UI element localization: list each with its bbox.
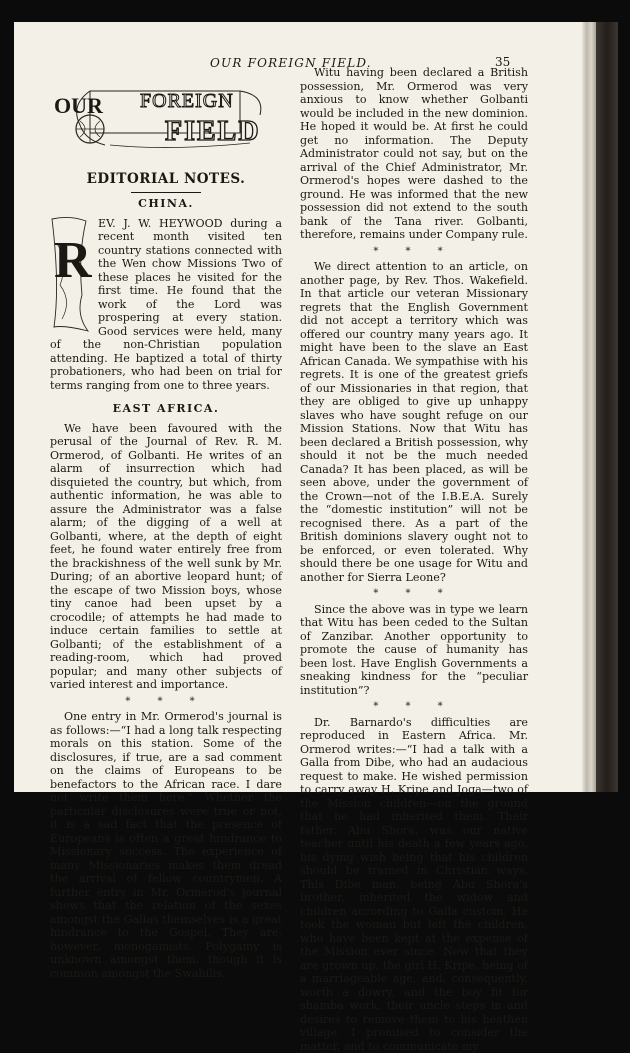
- east-africa-heading: EAST AFRICA.: [50, 402, 282, 416]
- banner-word-field: FIELD: [165, 116, 261, 147]
- heading-rule: [131, 192, 201, 193]
- right-column: [300, 66, 528, 1053]
- dropcap-letter: R: [54, 232, 92, 289]
- book-cover-edge: [596, 22, 618, 792]
- zanzibar-paragraph: Since the above was in type we learn that Witu has been ceded to the Sultan of Zanzibar. Another opportunity to promote the cause of humanity has been lost. Have English Governments a sneaking kindness for the “peculiar institution”?: [300, 603, 528, 698]
- section-stars: * * *: [300, 700, 528, 714]
- ormerod-journal-paragraph: We have been favoured with the perusal of the Journal of Rev. R. M. Ormerod, of Golbanti. He writes of an alarm of insurrection which had disquieted the country, but which, from authentic information, he was able to assure the Administrator was a false alarm; of the digging of a well at Golbanti, where, at the depth of eight feet, he found water entirely free from the brackishness of the well sunk by Mr. During; of an abortive leopard hunt; of the escape of two Mission boys, whose tiny canoe had been upset by a crocodile; of attempts he had made to induce certain families to settle at Golbanti; of the establishment of a reading-room, which had proved popular; and many other subjects of varied interest and importance.: [50, 422, 282, 692]
- china-section: [50, 217, 282, 393]
- banner-word-our: OUR: [54, 93, 104, 118]
- running-title: OUR FOREIGN FIELD.: [210, 56, 372, 70]
- china-paragraph: EV. J. W. HEYWOOD during a recent month visited ten country stations connected with the Wen chow Missions Two of these places he visited for the first time. He found that the work of the Lord was prospering at every station. Good services were held, many of the non-Christian population attending. He baptized a total of thirty probationers, who had been on trial for terms ranging from one to three years.: [50, 217, 282, 393]
- page-number: 35: [495, 55, 510, 69]
- morals-paragraph: One entry in Mr. Ormerod's journal is as follows:—“I had a long talk respecting morals on this station. Some of the disclosures, if true, are a sad comment on the claims of Europeans to be benefactors to the African race. I dare not write them here.” Whether the particular disclosures were true or not, it is a sad fact that the presence of Europeans is often a great hindrance to Missionary success. The experience of many Missionaries makes them dread the arrival of fellow countrymen. A further entry in Mr. Ormerod's journal shows that the relation of the sexes amongst the Gallas themselves is a great hindrance to the Gospel. They are, however, monogamists. Polygamy is unknown amongst them, though it is common amongst the Swahilis.: [50, 710, 282, 980]
- witu-paragraph: Witu having been declared a British possession, Mr. Ormerod was very anxious to know whether Golbanti would be included in the new dominion. He hoped it would be. At first he could get no information. The Deputy Administrator could not say, but on the arrival of the Chief Administrator, Mr. Ormerod's hopes were dashed to the ground. He was informed that the new possession did not extend to the south bank of the Tana river. Golbanti, therefore, remains under Company rule.: [300, 66, 528, 242]
- section-stars: * * *: [300, 587, 528, 601]
- ornamental-dropcap: [48, 215, 92, 333]
- wakefield-paragraph: We direct attention to an article, on another page, by Rev. Thos. Wakefield. In that article our veteran Missionary regrets that the English Government did not accept a territory which was offered our country many years ago. It might have been to the slave an East African Canada. We sympathise with his regrets. It is one of the greatest griefs of our Missionaries in that region, that they are obliged to give up unhappy slaves who have sought refuge on our Mission Stations. Now that Witu has been declared a British possession, why should it not be the much needed Canada? It has been placed, as will be seen above, under the government of the Crown—not of the I.B.E.A. Surely the “domestic institution” will not be recognised there. As a part of the British dominions slavery ought not to be enforced, or even tolerated. Why should there be one usage for Witu and another for Sierra Leone?: [300, 260, 528, 584]
- barnardo-paragraph: Dr. Barnardo's difficulties are reproduced in Eastern Africa. Mr. Ormerod writes:—“I had a talk with a Galla from Dibe, who had an audacious request to make. He wished permission to carry away H. Kripe and Joga—two of the Mission children—on the ground that he had inherited them. Their father, Abu Shora, was our native teacher until his death a few years ago, his dying wish being that his children should be trained in Christian ways. This Dibe man, being Abu Shora's brother, inherited the widow and children according to Galla custom. He took the woman but left the children, who have been kept at the expense of the Mission ever since. Now that they are grown up, the girl H. Kripe, being of a marriageable age, and, consequently, worth a dowry, and the boy fit for shamba work, their uncle steps in and desires to remove them to his heathen village. I promised to consider the matter, and to communicate my: [300, 716, 528, 1053]
- section-stars: * * *: [50, 695, 282, 709]
- china-heading: CHINA.: [50, 197, 282, 211]
- editorial-notes-heading: EDITORIAL NOTES.: [50, 173, 282, 187]
- our-foreign-field-banner: [50, 85, 282, 153]
- left-column: [50, 85, 282, 980]
- banner-word-foreign: FOREIGN: [140, 90, 234, 112]
- section-stars: * * *: [300, 245, 528, 259]
- page-edges: [582, 22, 596, 792]
